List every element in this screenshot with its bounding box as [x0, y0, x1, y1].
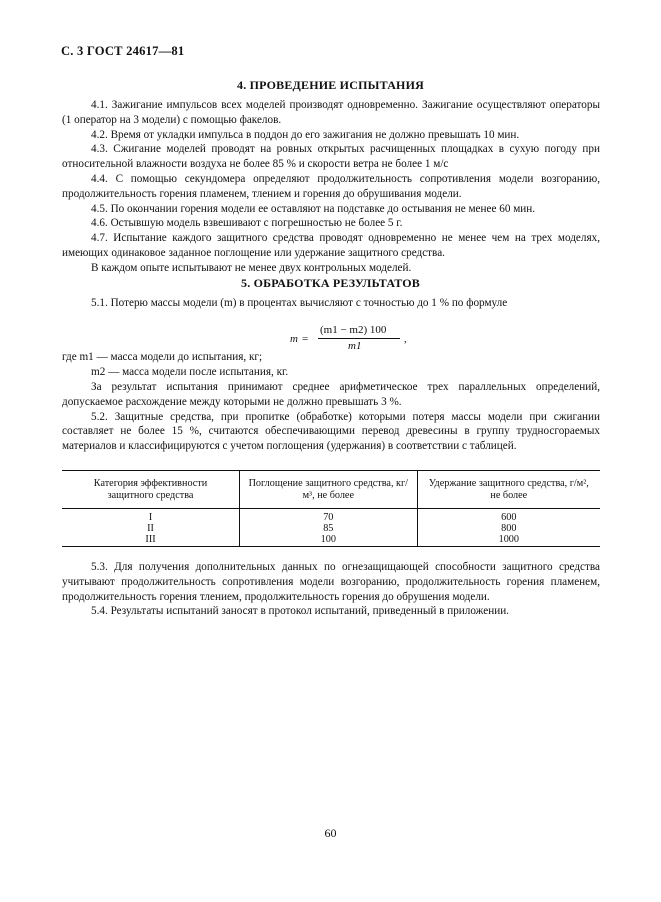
paragraph-4-4: 4.4. С помощью секундомера определяют продолжительность сопротивления модели возгоранию, продолжительность горения пламенем, тлением и горения до обрушивания модели.: [62, 172, 600, 200]
formula-denominator: m1: [348, 340, 362, 352]
paragraph-result: За результат испытания принимают среднее арифметическое трех параллельных определений, допускаемое расхождение между которыми не должно превышать 3 %.: [62, 381, 600, 408]
section-5-tail: [62, 560, 600, 619]
table-cell-absorption: 70: [240, 509, 418, 524]
page-number: 60: [324, 826, 337, 840]
table-cell-category: I: [148, 512, 153, 523]
paragraph-4-3: 4.3. Сжигание моделей проводят на ровных открытых расчищенных площадках в сухую погоду при относительной влажности воздуха не более 85 % и скорости ветра не более 1 м/с: [62, 143, 600, 171]
table-row: [62, 509, 600, 524]
table-header-absorption: Поглощение защитного средства, кг/м³, не более: [240, 471, 418, 509]
section-4-body: [62, 98, 600, 276]
classification-table: [62, 470, 600, 547]
variable-m1: где m1 — масса модели до испытания, кг;: [62, 351, 263, 363]
formula-comma: ,: [404, 333, 407, 345]
mass-loss-formula: [290, 323, 430, 353]
table-header-row: [62, 471, 600, 509]
table-cell-absorption: 85: [240, 523, 418, 534]
section-5-title: 5. ОБРАБОТКА РЕЗУЛЬТАТОВ: [241, 276, 420, 290]
paragraph-4-2: 4.2. Время от укладки импульса в поддон до его зажигания не должно превышать 10 мин.: [91, 128, 520, 141]
table-row: [62, 523, 600, 534]
page-header: С. 3 ГОСТ 24617—81: [61, 44, 185, 58]
formula-numerator: (m1 − m2) 100: [320, 324, 387, 336]
table-cell-retention: 800: [417, 523, 600, 534]
paragraph-5-1-text: 5.1. Потерю массы модели (m) в процентах вычисляют с точностью до 1 % по формуле: [91, 297, 508, 309]
paragraph-5-4: 5.4. Результаты испытаний заносят в протокол испытаний, приведенный в приложении.: [91, 605, 509, 618]
paragraph-4-6: 4.6. Остывшую модель взвешивают с погрешностью не более 5 г.: [91, 217, 403, 230]
table-cell-retention: 1000: [417, 534, 600, 547]
formula-equals: =: [302, 333, 309, 345]
table-row: [62, 534, 600, 547]
table-cell-category: II: [147, 523, 154, 534]
paragraph-control-models: В каждом опыте испытывают не менее двух контрольных моделей.: [91, 261, 412, 274]
paragraph-4-1: 4.1. Зажигание импульсов всех моделей производят одновременно. Зажигание осуществляют операторы (1 оператор на 3 модели) с помощью факелов.: [62, 99, 600, 126]
section-5-body: [62, 380, 600, 454]
paragraph-5-1: [62, 296, 600, 311]
paragraph-5-2: 5.2. Защитные средства, при пропитке (обработке) которыми потеря массы модели при сжигании составляет не более 15 %, считаются обеспечивающими перевод древесины в группу трудносгораемых материалов и классифицируются с учетом поглощения (удержания) в соответствии с таблицей.: [62, 410, 600, 453]
paragraph-5-3: 5.3. Для получения дополнительных данных по огнезащищающей способности защитного средства учитывают продолжительность сопротивления модели возгоранию, продолжительность горения пламенем, продолжительность горения тлением, продолжительность горения до обрушения модели.: [62, 561, 600, 603]
table-cell-category: III: [62, 534, 240, 547]
section-4-title: 4. ПРОВЕДЕНИЕ ИСПЫТАНИЯ: [237, 78, 424, 92]
table-header-retention: Удержание защитного средства, г/м², не более: [417, 471, 600, 509]
table-header-category: Категория эффективности защитного средства: [62, 471, 240, 509]
table-cell-absorption: 100: [240, 534, 418, 547]
formula-lhs: m: [290, 333, 298, 345]
variables-legend: [62, 350, 600, 380]
variable-m2: m2 — масса модели после испытания, кг.: [91, 365, 289, 378]
table-cell-retention: 600: [417, 509, 600, 524]
paragraph-4-5: 4.5. По окончании горения модели ее оставляют на подставке до остывания не менее 60 мин.: [91, 202, 536, 215]
paragraph-4-7: 4.7. Испытание каждого защитного средства проводят одновременно не менее чем на трех моделях, имеющих одинаковое заданное поглощение или удержание защитного средства.: [62, 232, 600, 259]
